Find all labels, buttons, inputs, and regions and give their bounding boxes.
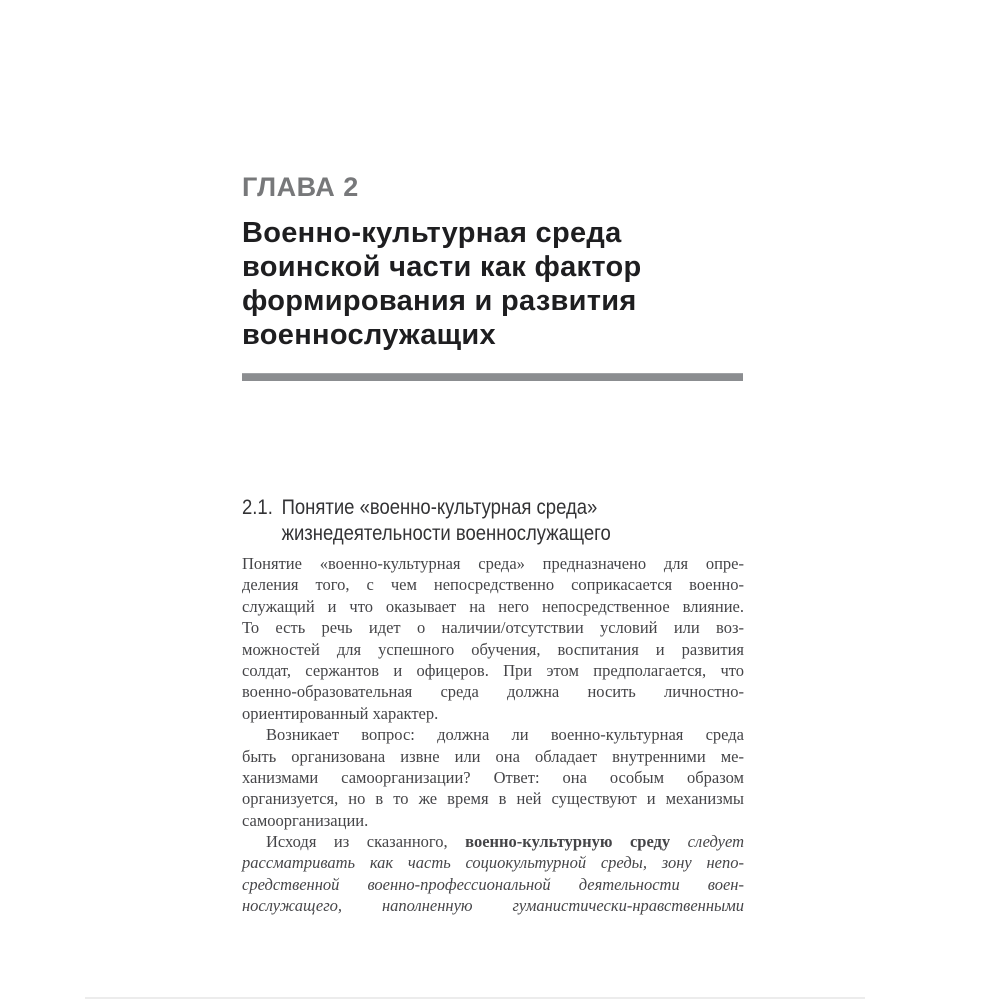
text-line: [242, 553, 744, 574]
text-line: [242, 895, 744, 916]
chapter-title-line: военнослужащих: [242, 319, 496, 351]
section-heading: [242, 495, 611, 547]
text-line: [242, 596, 744, 617]
text-line: [242, 874, 744, 895]
text-line: [242, 703, 744, 724]
section-number: 2.1.: [242, 496, 273, 519]
text-line: [242, 574, 744, 595]
text-segment: военно-культурную среду: [465, 832, 671, 852]
text-segment: ориентированный характер.: [242, 703, 439, 723]
text-segment: можностей для успешного обучения, воспитания и развития: [242, 639, 744, 659]
text-segment: военно-образовательная среда должна носить личностно-: [242, 682, 744, 702]
text-segment: Исходя из сказанного,: [266, 832, 466, 852]
text-segment: служащий и что оказывает на него непосредственное влияние.: [242, 596, 744, 616]
text-line: [242, 767, 744, 788]
chapter-title-line: воинской части как фактор: [242, 251, 642, 283]
text-line: [242, 617, 744, 638]
paragraph: [242, 831, 744, 917]
text-segment: Понятие «военно-культурная среда» предназначено для опре-: [242, 554, 744, 573]
chapter-title-line: формирования и развития: [242, 285, 637, 317]
text-segment: следует: [670, 832, 744, 852]
text-segment: деления того, с чем непосредственно соприкасается военно-: [242, 575, 744, 595]
text-line: [242, 810, 744, 831]
chapter-label: ГЛАВА 2: [242, 172, 359, 202]
text-line: [242, 681, 744, 702]
text-segment: нослужащего, наполненную гуманистически-нравственными: [242, 896, 744, 916]
text-line: [242, 746, 744, 767]
text-segment: самоорганизации.: [242, 810, 369, 830]
text-segment: средственной военно-профессиональной деятельности воен-: [242, 874, 744, 894]
text-segment: Возникает вопрос: должна ли военно-культурная среда: [266, 725, 744, 745]
text-segment: быть организована извне или она обладает внутренними ме-: [242, 746, 744, 766]
section-divider-rule: [242, 373, 743, 381]
paragraph: [242, 724, 744, 831]
paragraph: [242, 553, 744, 724]
chapter-title-line: Военно-культурная среда: [242, 217, 622, 249]
text-line: [242, 831, 744, 852]
section-title-line2: жизнедеятельности военнослужащего: [281, 522, 611, 545]
text-line: [242, 660, 744, 681]
text-segment: организуется, но в то же время в ней существуют и механизмы: [242, 789, 744, 809]
section-heading-line: [242, 495, 611, 521]
text-segment: ханизмами самоорганизации? Ответ: она особым образом: [242, 767, 744, 787]
chapter-title: [242, 216, 642, 352]
text-segment: солдат, сержантов и офицеров. При этом предполагается, что: [242, 660, 744, 680]
text-line: [242, 724, 744, 745]
section-title-line1: Понятие «военно-культурная среда»: [281, 496, 598, 519]
text-line: [242, 639, 744, 660]
text-line: [242, 788, 744, 809]
text-line: [242, 852, 744, 873]
body-text: [242, 553, 744, 917]
text-segment: То есть речь идет о наличии/отсутствии условий или воз-: [242, 618, 744, 638]
page-bottom-edge-line: [85, 997, 865, 999]
text-segment: рассматривать как часть социокультурной среды, зону непо-: [242, 853, 744, 873]
